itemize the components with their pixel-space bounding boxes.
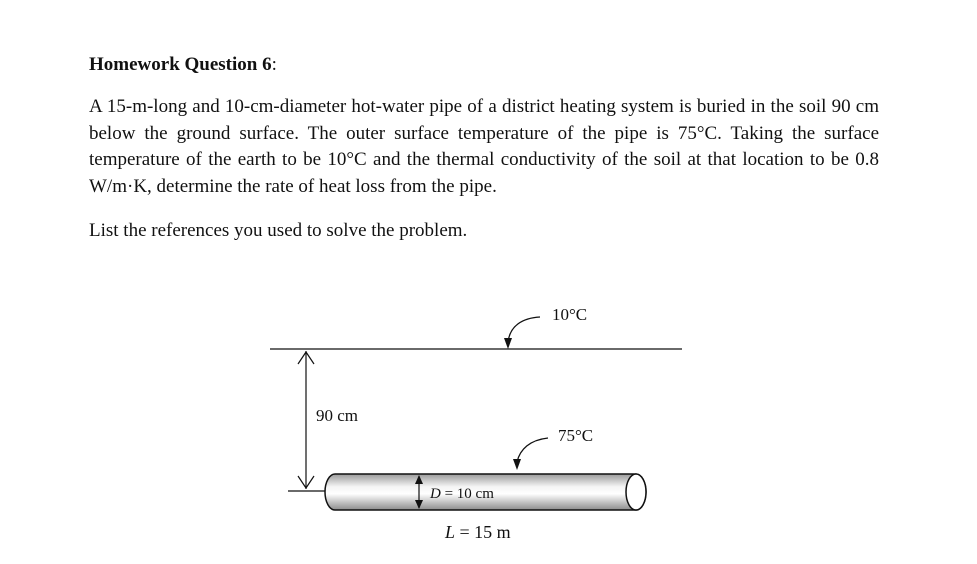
ground-temp-arrowhead: [504, 338, 512, 349]
length-symbol: L: [445, 522, 456, 542]
diameter-symbol: D: [430, 486, 441, 502]
pipe-temp-label: 75°C: [558, 426, 594, 445]
diameter-value: = 10 cm: [440, 486, 494, 502]
question-title: Homework Question 6: [89, 54, 272, 75]
ground-temp-label: 10°C: [552, 305, 588, 324]
pipe-temp-arrowhead: [513, 459, 521, 470]
pipe-end-opening: [626, 474, 646, 510]
pipe-temp-leader: [517, 438, 548, 462]
diameter-label: [429, 486, 494, 502]
ground-temp-leader: [508, 317, 540, 342]
references-instruction: List the references you used to solve the problem.: [89, 220, 468, 241]
question-title-colon: :: [271, 54, 277, 75]
depth-label: 90 cm: [316, 406, 359, 425]
length-value: = 15 m: [455, 522, 511, 542]
length-label: [444, 522, 511, 542]
problem-statement: A 15-m-long and 10-cm-diameter hot-water pipe of a district heating system is buried in the soil 90 cm below the ground surface. The outer surface temperature of the pipe is 75°C. Taking the surface temperature of the earth to be 10°C and the thermal conductivity of the soil at that location to be 0.8 W/m·K, determine the rate of heat loss from the pipe.: [89, 96, 879, 197]
